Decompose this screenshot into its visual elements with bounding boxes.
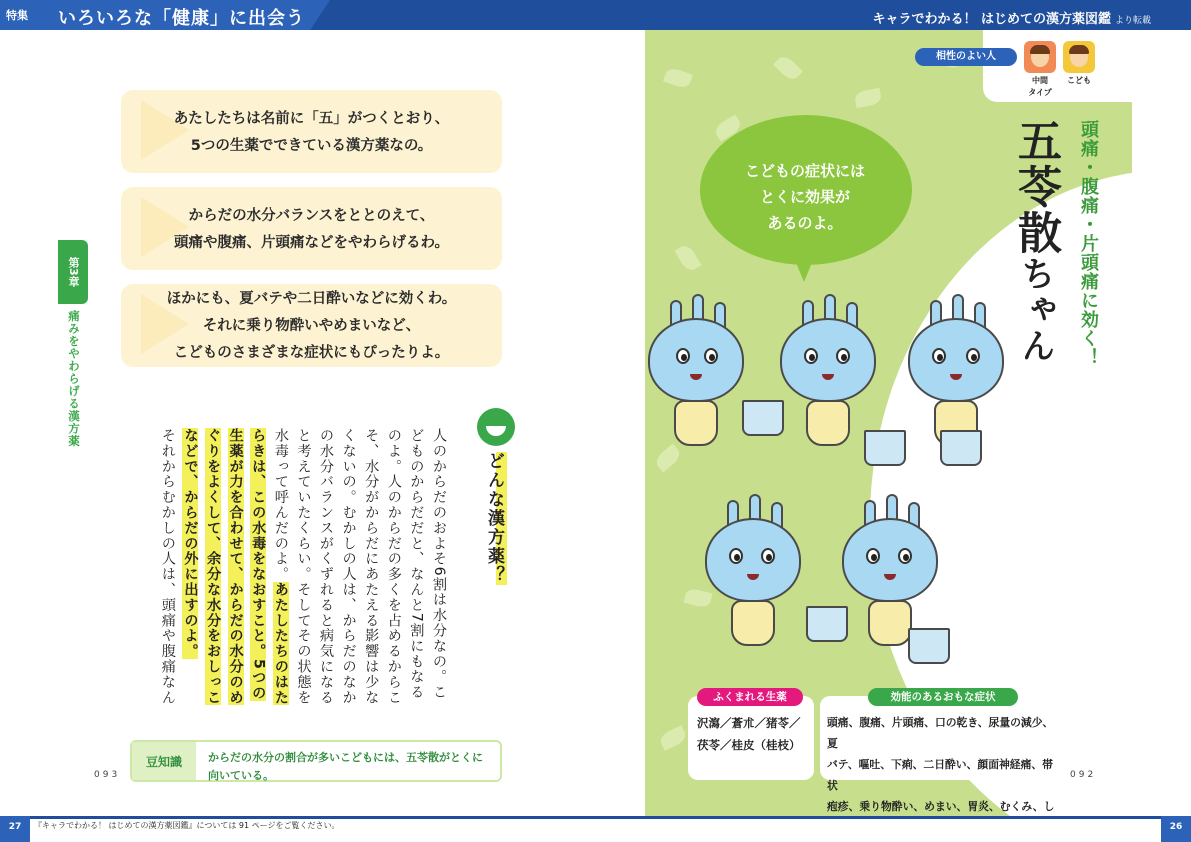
character-eye xyxy=(729,548,743,564)
character-body xyxy=(868,600,912,646)
medicine-name-kanji: 五苓散 xyxy=(1010,118,1061,256)
intro-bubble-2 xyxy=(121,187,502,270)
intro-bubble-3 xyxy=(121,284,502,367)
leaf-decoration xyxy=(658,725,688,750)
hair xyxy=(1069,45,1089,54)
compatibility-box xyxy=(983,30,1132,102)
water-bucket xyxy=(940,430,982,466)
source-note: より転載 xyxy=(1114,16,1151,26)
symptoms-label: 効能のあるおもな症状 xyxy=(868,688,1018,706)
character-eye xyxy=(761,548,775,564)
bubble-line: ほかにも、夏バテや二日酔いなどに効くわ。 xyxy=(166,291,457,307)
body-paragraph: 人のからだのおよそ6割は水分なの。こどものからだだと、なんと7割にもなるのよ。人のからだの多くを占めるからこそ、水分がからだにあたえる影響は少なくないの。むかしの人は、からだのなかの水分バランスがくずれると病気になると考えていたくらい。そしてその状態を水毒って呼んだのよ。 xyxy=(272,428,447,706)
book-title: キャラでわかる！ はじめての漢方薬図鑑 xyxy=(872,12,1111,27)
character-illustration xyxy=(705,500,805,650)
water-bucket xyxy=(742,400,784,436)
body-paragraph: それからむかしの人は、頭痛や腹痛なん xyxy=(159,428,176,706)
character-eye xyxy=(804,348,818,364)
character-head xyxy=(908,318,1004,402)
medicine-name xyxy=(1010,118,1060,364)
leaf-decoration xyxy=(675,243,702,274)
speech-bubble-tail xyxy=(790,248,818,282)
water-bucket xyxy=(864,430,906,466)
trivia-label: 豆知識 xyxy=(132,742,196,780)
character-illustration xyxy=(648,300,748,450)
water-bucket xyxy=(908,628,950,664)
bubble-line: 頭痛や腹痛、片頭痛などをやわらげるわ。 xyxy=(174,235,449,251)
leaf-decoration xyxy=(663,66,693,90)
footer-page-right: 26 xyxy=(1161,816,1191,842)
page-number-left: 093 xyxy=(94,770,121,780)
type-label-middle xyxy=(1024,75,1056,99)
character-eye xyxy=(704,348,718,364)
hair xyxy=(1030,45,1050,54)
body-highlight: あたしたちのはたらきは、この水毒をなおすこと。5つの生薬が力を合わせて、からだの水分のめぐりをよくして、余分な水分をおしっこなどで、からだの外に出すのよ。 xyxy=(182,428,289,706)
adult-person-icon xyxy=(1024,41,1056,73)
herbs-line: 沢瀉／蒼朮／猪苓／ xyxy=(697,716,801,730)
symptoms-line: 疱疹、乗り物酔い、めまい、胃炎、むくみ、し xyxy=(827,800,1055,813)
herbs-list xyxy=(697,712,812,756)
trivia-box xyxy=(130,740,502,782)
character-body xyxy=(674,400,718,446)
medicine-bowl-icon xyxy=(477,408,515,446)
bubble-line: あたしたちは名前に「五」がつくとおり、 xyxy=(173,111,450,127)
leaf-decoration xyxy=(854,88,882,108)
character-eye xyxy=(898,548,912,564)
footer-page-left: 27 xyxy=(0,816,30,842)
type-label-line: 中間 xyxy=(1032,76,1048,85)
symptoms-line: バテ、嘔吐、下痢、二日酔い、顔面神経痛、帯状 xyxy=(827,758,1053,792)
speech-line: あるのよ。 xyxy=(767,214,843,232)
character-eye xyxy=(836,348,850,364)
chapter-tab: 第3章 xyxy=(58,240,88,304)
bubble-line: それに乗り物酔いやめまいなど、 xyxy=(202,318,421,334)
page-title: いろいろな「健康」に出会う xyxy=(58,8,305,29)
intro-bubble-1 xyxy=(121,90,502,173)
body-text xyxy=(118,428,450,708)
character-body xyxy=(806,400,850,446)
medicine-name-suffix: ちゃん xyxy=(1015,256,1055,364)
character-eye xyxy=(966,348,980,364)
footer-note: 『キャラでわかる！ はじめての漢方薬図鑑』については 91 ページをご覧ください。 xyxy=(34,821,340,830)
bubble-line: こどものさまざまな症状にもぴったりよ。 xyxy=(173,345,450,361)
character-illustration xyxy=(780,300,880,450)
section-title: どんな漢方薬？ xyxy=(482,452,507,585)
leaf-decoration xyxy=(773,53,803,83)
character-body xyxy=(731,600,775,646)
trivia-text: からだの水分の割合が多いこどもには、五苓散がとくに向いている。 xyxy=(208,751,483,782)
herbs-line: 茯苓／桂皮（桂枝） xyxy=(697,738,801,752)
herbs-label: ふくまれる生薬 xyxy=(697,688,803,706)
book-reference xyxy=(872,8,1151,27)
character-eye xyxy=(866,548,880,564)
character-eye xyxy=(932,348,946,364)
type-label-line: タイプ xyxy=(1028,88,1052,97)
child-person-icon xyxy=(1063,41,1095,73)
character-head xyxy=(780,318,876,402)
speech-line: こどもの症状には xyxy=(744,162,865,180)
type-label-child: こども xyxy=(1067,76,1091,85)
character-eye xyxy=(676,348,690,364)
medicine-subtitle: 頭痛・腹痛・片頭痛に効く！ xyxy=(1078,120,1099,367)
compatibility-label: 相性のよい人 xyxy=(915,48,1017,66)
chapter-subtitle: 痛みをやわらげる漢方薬 xyxy=(67,310,81,448)
character-head xyxy=(842,518,938,602)
symptoms-line: 頭痛、腹痛、片頭痛、口の乾き、尿量の減少、夏 xyxy=(827,716,1054,750)
character-head xyxy=(705,518,801,602)
character-head xyxy=(648,318,744,402)
water-bucket xyxy=(806,606,848,642)
page-number-right: 092 xyxy=(1070,770,1097,780)
feature-tag: 特集 xyxy=(6,9,28,22)
speech-text xyxy=(705,158,905,236)
bubble-line: 5つの生薬でできている漢方薬なの。 xyxy=(190,138,433,154)
bubble-line: からだの水分バランスをととのえて、 xyxy=(188,208,435,224)
speech-line: とくに効果が xyxy=(759,188,850,206)
character-illustration xyxy=(908,300,1008,450)
